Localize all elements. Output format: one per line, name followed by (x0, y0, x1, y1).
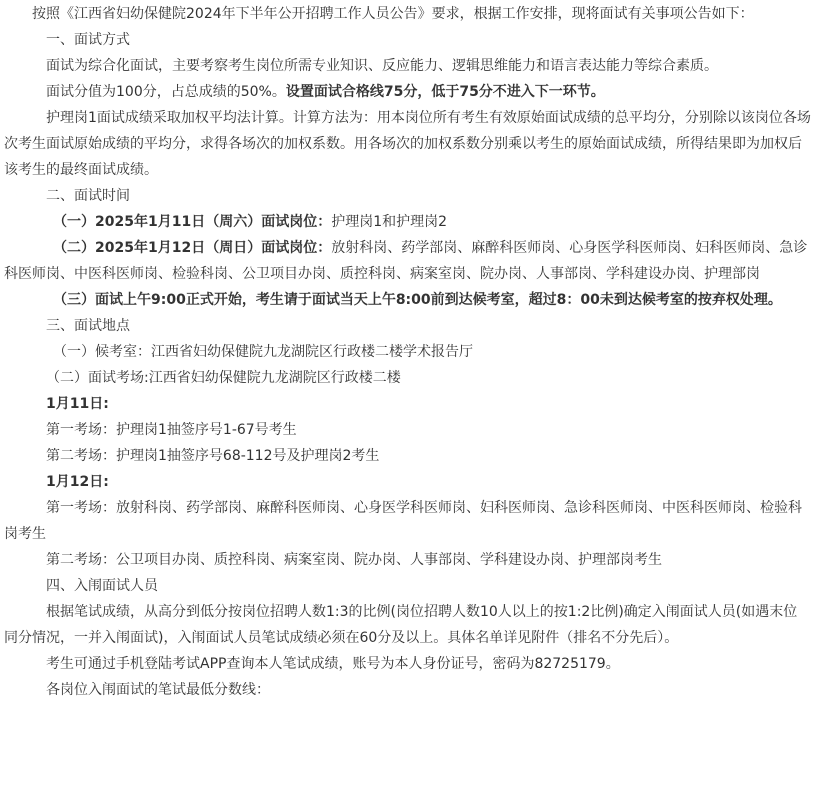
day2-room1: 第一考场：放射科岗、药学部岗、麻醉科医师岗、心身医学科医师岗、妇科医师岗、急诊科医师岗、中医科医师岗、检验科岗考生 (4, 500, 802, 542)
section-heading-interview-location: 三、面试地点 (46, 318, 130, 334)
time-item-3-text: （三）面试上午9:00正式开始，考生请于面试当天上午8:00前到达候考室，超过8：00未到达候考室的按弃权处理。 (53, 292, 782, 308)
time-item-2 (0, 235, 815, 287)
method-paragraph-3: 护理岗1面试成绩采取加权平均法计算。计算方法为：用本岗位所有考生有效原始面试成绩的总平均分，分别除以该岗位各场次考生面试原始成绩的平均分，求得各场次的加权系数。用各场次的加权系数分别乘以考生的原始面试成绩，所得结果即为加权后该考生的最终面试成绩。 (4, 110, 811, 178)
time-item-3 (0, 287, 815, 313)
pass-line-text: 设置面试合格线75分，低于75分不进入下一环节。 (285, 84, 605, 100)
section-heading-interview-candidates: 四、入闱面试人员 (46, 578, 158, 594)
score-weight-text: 面试分值为100分，占总成绩的50%。 (46, 84, 286, 100)
intro-paragraph: 按照《江西省妇幼保健院2024年下半年公开招聘工作人员公告》要求，根据工作安排，现将面试有关事项公告如下： (32, 6, 754, 22)
candidates-paragraph-2: 考生可通过手机登陆考试APP查询本人笔试成绩，账号为本人身份证号，密码为82725179。 (46, 656, 620, 672)
day2-label: 1月12日: (46, 474, 109, 490)
day1-room1: 第一考场：护理岗1抽签序号1-67号考生 (46, 422, 297, 438)
method-paragraph-2 (0, 79, 815, 105)
waiting-room: （一）候考室：江西省妇幼保健院九龙湖院区行政楼二楼学术报告厅 (53, 344, 473, 360)
candidates-paragraph-3: 各岗位入闱面试的笔试最低分数线： (46, 682, 270, 698)
day2-room2: 第二考场：公卫项目办岗、质控科岗、病案室岗、院办岗、人事部岗、学科建设办岗、护理部岗考生 (46, 552, 662, 568)
section-heading-interview-method: 一、面试方式 (46, 32, 130, 48)
interview-venue: （二）面试考场:江西省妇幼保健院九龙湖院区行政楼二楼 (46, 370, 401, 386)
time-item-1-label: （一）2025年1月11日（周六）面试岗位： (53, 214, 332, 230)
candidates-paragraph-1: 根据笔试成绩，从高分到低分按岗位招聘人数1:3的比例(岗位招聘人数10人以上的按1:2比例)确定入闱面试人员(如遇末位同分情况，一并入闱面试)，入闱面试人员笔试成绩必须在60分及以上。具体名单详见附件（排名不分先后）。 (4, 604, 798, 646)
time-item-2-positions: 放射科岗、药学部岗、麻醉科医师岗、心身医学科医师岗、妇科医师岗、急诊科医师岗、中医科医师岗、检验科岗、公卫项目办岗、质控科岗、病案室岗、院办岗、人事部岗、学科建设办岗、护理部岗 (4, 240, 808, 282)
day1-room2: 第二考场：护理岗1抽签序号68-112号及护理岗2考生 (46, 448, 380, 464)
section-heading-interview-time: 二、面试时间 (46, 188, 130, 204)
time-item-2-label: （二）2025年1月12日（周日）面试岗位： (53, 240, 332, 256)
day1-label: 1月11日: (46, 396, 109, 412)
time-item-1-positions: 护理岗1和护理岗2 (331, 214, 448, 230)
method-paragraph-1: 面试为综合化面试，主要考察考生岗位所需专业知识、反应能力、逻辑思维能力和语言表达能力等综合素质。 (46, 58, 718, 74)
time-item-1 (0, 209, 815, 235)
